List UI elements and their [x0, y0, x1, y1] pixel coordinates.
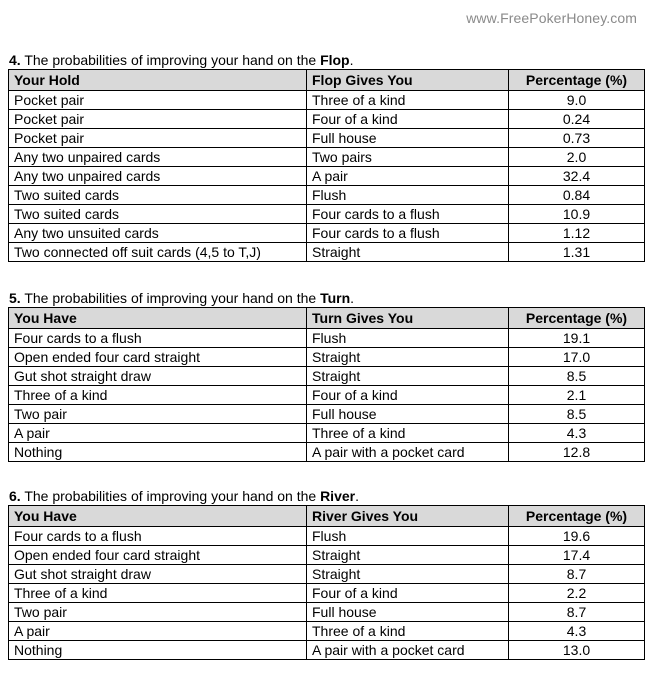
site-watermark: www.FreePokerHoney.com	[466, 10, 637, 26]
cell-percentage: 8.7	[509, 603, 645, 622]
table-row	[9, 565, 645, 584]
table-row	[9, 348, 645, 367]
column-header-hand: You Have	[9, 506, 307, 527]
turn-heading	[9, 289, 644, 307]
cell-hand: Three of a kind	[9, 584, 307, 603]
cell-hand: Pocket pair	[9, 110, 307, 129]
column-header-outcome: Turn Gives You	[307, 308, 509, 329]
table-row	[9, 641, 645, 660]
cell-percentage: 10.9	[509, 205, 645, 224]
cell-hand: Two suited cards	[9, 205, 307, 224]
cell-outcome: Full house	[307, 603, 509, 622]
cell-hand: Open ended four card straight	[9, 546, 307, 565]
cell-hand: Two connected off suit cards (4,5 to T,J)	[9, 243, 307, 262]
cell-outcome: A pair	[307, 167, 509, 186]
cell-hand: Nothing	[9, 443, 307, 462]
cell-hand: Three of a kind	[9, 386, 307, 405]
table-header-row	[9, 70, 645, 91]
cell-outcome: Straight	[307, 565, 509, 584]
cell-outcome: Three of a kind	[307, 622, 509, 641]
table-row	[9, 186, 645, 205]
heading-bold-word: Turn	[320, 290, 351, 306]
table-row	[9, 91, 645, 110]
table-row	[9, 110, 645, 129]
cell-hand: Pocket pair	[9, 129, 307, 148]
flop-probability-table	[8, 69, 645, 262]
cell-outcome: Flush	[307, 329, 509, 348]
cell-hand: Open ended four card straight	[9, 348, 307, 367]
table-row	[9, 527, 645, 546]
heading-suffix: .	[349, 52, 354, 68]
cell-hand: Gut shot straight draw	[9, 367, 307, 386]
column-header-outcome: Flop Gives You	[307, 70, 509, 91]
cell-percentage: 17.0	[509, 348, 645, 367]
table-row	[9, 443, 645, 462]
table-row	[9, 129, 645, 148]
column-header-percentage: Percentage (%)	[509, 308, 645, 329]
cell-outcome: Three of a kind	[307, 91, 509, 110]
table-row	[9, 622, 645, 641]
table-row	[9, 148, 645, 167]
table-row	[9, 405, 645, 424]
cell-hand: Any two unsuited cards	[9, 224, 307, 243]
cell-hand: Four cards to a flush	[9, 527, 307, 546]
turn-section	[8, 289, 644, 462]
heading-text: The probabilities of improving your hand on the	[24, 290, 321, 306]
table-row	[9, 584, 645, 603]
table-row	[9, 329, 645, 348]
column-header-percentage: Percentage (%)	[509, 70, 645, 91]
cell-outcome: Straight	[307, 367, 509, 386]
table-row	[9, 224, 645, 243]
heading-bold-word: River	[320, 488, 356, 504]
cell-percentage: 8.5	[509, 367, 645, 386]
cell-outcome: A pair with a pocket card	[307, 443, 509, 462]
cell-hand: Pocket pair	[9, 91, 307, 110]
cell-hand: A pair	[9, 622, 307, 641]
heading-bold-word: Flop	[320, 52, 350, 68]
cell-percentage: 8.7	[509, 565, 645, 584]
cell-percentage: 17.4	[509, 546, 645, 565]
cell-hand: Any two unpaired cards	[9, 148, 307, 167]
cell-percentage: 1.12	[509, 224, 645, 243]
heading-number: 4.	[9, 52, 21, 68]
cell-percentage: 2.0	[509, 148, 645, 167]
cell-outcome: Flush	[307, 186, 509, 205]
cell-hand: Gut shot straight draw	[9, 565, 307, 584]
cell-outcome: Straight	[307, 546, 509, 565]
cell-percentage: 32.4	[509, 167, 645, 186]
column-header-outcome: River Gives You	[307, 506, 509, 527]
heading-text: The probabilities of improving your hand on the	[24, 52, 321, 68]
cell-percentage: 0.24	[509, 110, 645, 129]
cell-percentage: 19.6	[509, 527, 645, 546]
flop-section	[8, 51, 644, 262]
cell-hand: Two pair	[9, 405, 307, 424]
cell-hand: Four cards to a flush	[9, 329, 307, 348]
cell-percentage: 8.5	[509, 405, 645, 424]
table-header-row	[9, 506, 645, 527]
cell-hand: Nothing	[9, 641, 307, 660]
cell-outcome: Full house	[307, 129, 509, 148]
table-row	[9, 367, 645, 386]
column-header-hand: Your Hold	[9, 70, 307, 91]
cell-percentage: 2.1	[509, 386, 645, 405]
table-row	[9, 546, 645, 565]
table-row	[9, 386, 645, 405]
cell-outcome: Four of a kind	[307, 386, 509, 405]
heading-suffix: .	[355, 488, 359, 504]
cell-percentage: 19.1	[509, 329, 645, 348]
cell-hand: Two pair	[9, 603, 307, 622]
heading-suffix: .	[350, 290, 355, 306]
cell-percentage: 4.3	[509, 424, 645, 443]
table-row	[9, 243, 645, 262]
cell-outcome: Four cards to a flush	[307, 205, 509, 224]
column-header-hand: You Have	[9, 308, 307, 329]
cell-outcome: Three of a kind	[307, 424, 509, 443]
cell-outcome: Four of a kind	[307, 110, 509, 129]
column-header-percentage: Percentage (%)	[509, 506, 645, 527]
turn-probability-table	[8, 307, 645, 462]
cell-hand: Two suited cards	[9, 186, 307, 205]
table-row	[9, 167, 645, 186]
river-section	[8, 487, 644, 660]
cell-outcome: Straight	[307, 348, 509, 367]
cell-percentage: 12.8	[509, 443, 645, 462]
heading-text: The probabilities of improving your hand on the	[24, 488, 321, 504]
flop-heading	[9, 51, 644, 69]
table-row	[9, 205, 645, 224]
cell-outcome: Two pairs	[307, 148, 509, 167]
cell-outcome: Straight	[307, 243, 509, 262]
cell-hand: Any two unpaired cards	[9, 167, 307, 186]
cell-outcome: Four cards to a flush	[307, 224, 509, 243]
table-row	[9, 424, 645, 443]
cell-percentage: 9.0	[509, 91, 645, 110]
cell-percentage: 2.2	[509, 584, 645, 603]
heading-number: 6.	[9, 488, 21, 504]
cell-outcome: Flush	[307, 527, 509, 546]
cell-outcome: A pair with a pocket card	[307, 641, 509, 660]
cell-percentage: 4.3	[509, 622, 645, 641]
cell-percentage: 0.84	[509, 186, 645, 205]
cell-hand: A pair	[9, 424, 307, 443]
cell-percentage: 0.73	[509, 129, 645, 148]
heading-number: 5.	[9, 290, 21, 306]
table-row	[9, 603, 645, 622]
cell-outcome: Four of a kind	[307, 584, 509, 603]
cell-outcome: Full house	[307, 405, 509, 424]
river-heading	[9, 487, 644, 505]
cell-percentage: 1.31	[509, 243, 645, 262]
river-probability-table	[8, 505, 645, 660]
cell-percentage: 13.0	[509, 641, 645, 660]
table-header-row	[9, 308, 645, 329]
